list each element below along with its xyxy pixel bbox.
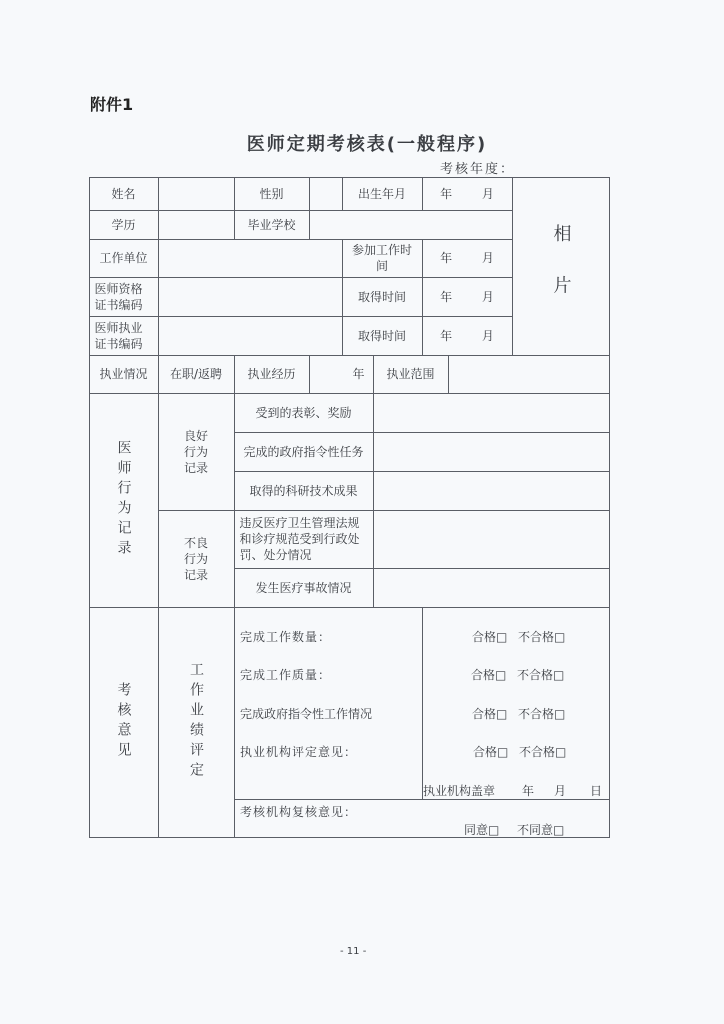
review-label: 考核机构复核意见： — [240, 805, 358, 819]
bad-item-label: 违反医疗卫生管理法规和诊疗规范受到行政处罚、处分情况 — [234, 510, 374, 569]
gov-tasks-field[interactable] — [373, 432, 610, 472]
school-field[interactable] — [309, 210, 513, 240]
prac-cert-field[interactable] — [158, 316, 343, 356]
prac-cert-label: 医师执业证书编码 — [89, 316, 159, 356]
start-work-label: 参加工作时间 — [342, 239, 423, 278]
school-label: 毕业学校 — [234, 210, 310, 240]
page-number: - 11 - — [340, 946, 367, 957]
unit-field[interactable] — [158, 239, 343, 278]
work-quality-label: 完成工作质量： — [240, 668, 332, 682]
bad-item-label: 发生医疗事故情况 — [234, 568, 374, 608]
prac-obtain-label: 取得时间 — [342, 316, 423, 356]
qual-cert-field[interactable] — [158, 277, 343, 317]
name-field[interactable] — [158, 177, 235, 211]
pass-checkbox[interactable]: 合格□ — [471, 668, 507, 682]
pass-checkbox[interactable]: 合格□ — [472, 707, 508, 721]
attachment-label: 附件1 — [90, 95, 134, 114]
pass-checkbox[interactable]: 合格□ — [473, 745, 509, 759]
fail-checkbox[interactable]: 不合格□ — [518, 630, 566, 644]
qual-cert-label: 医师资格证书编码 — [89, 277, 159, 317]
pass-checkbox[interactable]: 合格□ — [472, 630, 508, 644]
employment-field[interactable]: 在职/返聘 — [158, 355, 235, 394]
disagree-checkbox[interactable]: 不同意□ — [517, 823, 565, 837]
accidents-field[interactable] — [373, 568, 610, 608]
fail-checkbox[interactable]: 不合格□ — [519, 745, 567, 759]
violations-field[interactable] — [373, 510, 610, 569]
scope-field[interactable] — [448, 355, 610, 394]
good-item-label: 受到的表彰、奖励 — [234, 393, 374, 433]
stamp-year: 年 — [522, 784, 535, 798]
education-label: 学历 — [89, 210, 159, 240]
unit-label: 工作单位 — [89, 239, 159, 278]
birth-label: 出生年月 — [342, 177, 423, 211]
good-item-label: 取得的科研技术成果 — [234, 471, 374, 511]
name-label: 姓名 — [89, 177, 159, 211]
good-item-label: 完成的政府指令性任务 — [234, 432, 374, 472]
work-quantity-label: 完成工作数量： — [240, 630, 332, 644]
performance-label: 工作业绩评定 — [158, 607, 235, 838]
start-work-field[interactable]: 年 月 — [422, 239, 513, 278]
gender-label: 性别 — [234, 177, 310, 211]
research-field[interactable] — [373, 471, 610, 511]
assessment-year-label: 考核年度： — [440, 162, 516, 177]
birth-field[interactable]: 年 月 — [422, 177, 513, 211]
experience-field[interactable]: 年 — [309, 355, 374, 394]
institution-opinion-label: 执业机构评定意见： — [240, 745, 358, 759]
photo-box: 相 片 — [512, 177, 610, 356]
scope-label: 执业范围 — [373, 355, 449, 394]
bad-behavior-label: 不良行为记录 — [158, 510, 235, 608]
performance-ratings-box — [422, 607, 610, 800]
stamp-day: 日 — [590, 784, 603, 798]
qual-obtain-field[interactable]: 年 月 — [422, 277, 513, 317]
gender-field[interactable] — [309, 177, 343, 211]
assessment-opinion-label: 考核意见 — [89, 607, 159, 838]
fail-checkbox[interactable]: 不合格□ — [517, 668, 565, 682]
agree-checkbox[interactable]: 同意□ — [464, 823, 500, 837]
fail-checkbox[interactable]: 不合格□ — [518, 707, 566, 721]
stamp-label: 执业机构盖章 — [423, 784, 496, 798]
good-behavior-label: 良好行为记录 — [158, 393, 235, 511]
education-field[interactable] — [158, 210, 235, 240]
stamp-month: 月 — [554, 784, 567, 798]
awards-field[interactable] — [373, 393, 610, 433]
behavior-record-label: 医师行为记录 — [89, 393, 159, 608]
prac-obtain-field[interactable]: 年 月 — [422, 316, 513, 356]
qual-obtain-label: 取得时间 — [342, 277, 423, 317]
practice-status-label: 执业情况 — [89, 355, 159, 394]
gov-work-label: 完成政府指令性工作情况 — [240, 707, 373, 721]
experience-label: 执业经历 — [234, 355, 310, 394]
page-title: 医师定期考核表(一般程序) — [246, 134, 488, 155]
